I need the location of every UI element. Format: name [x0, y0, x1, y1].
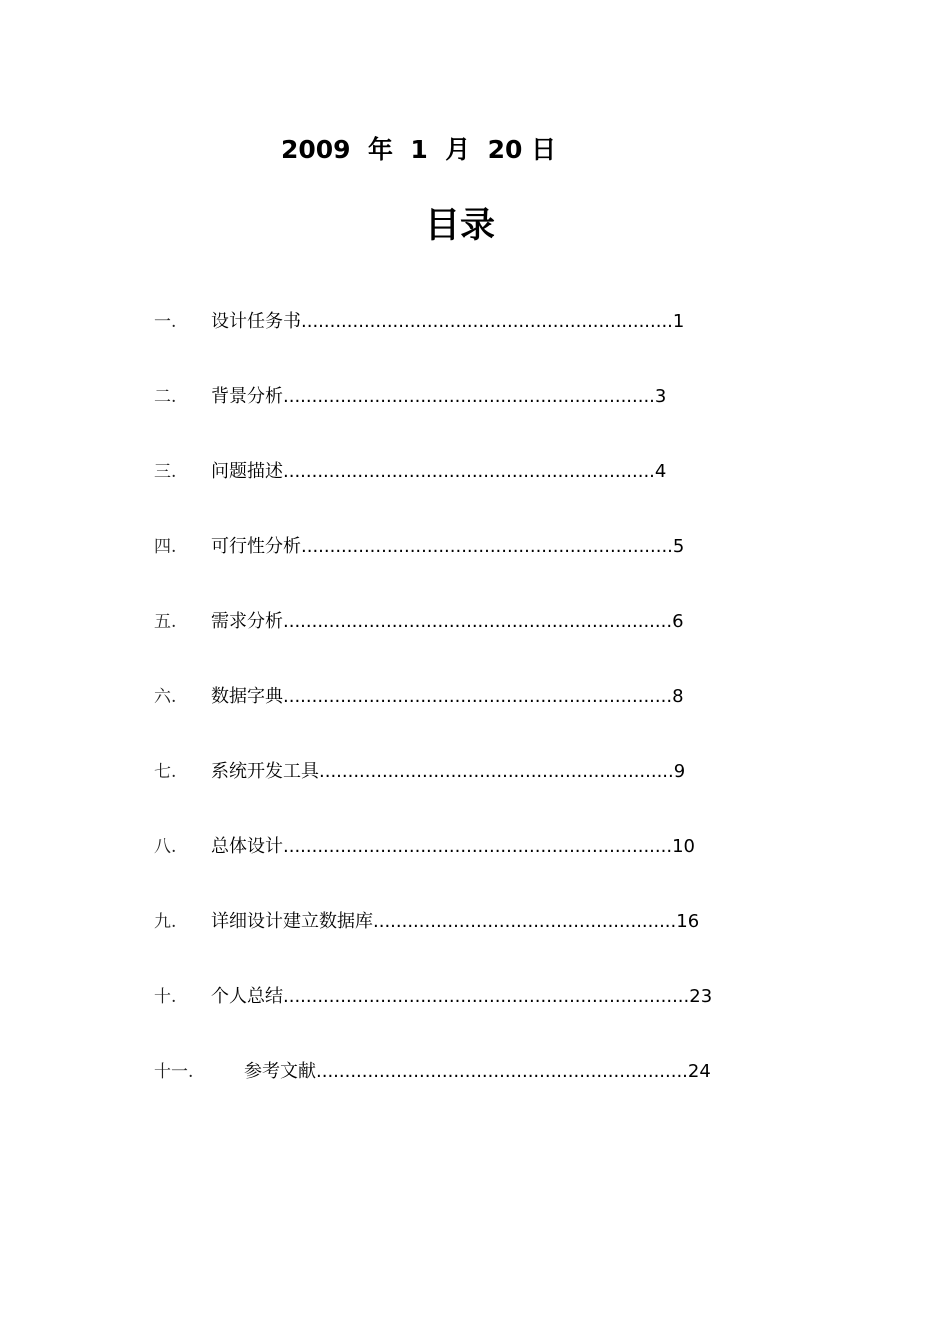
toc-entry-text: 详细设计建立数据库.....................................................16 — [211, 911, 700, 932]
toc-entry-number: 七. — [154, 762, 177, 782]
toc-entry-text: 背景分析.................................................................3 — [211, 386, 667, 407]
toc-entry-text: 总体设计....................................................................10 — [211, 836, 695, 857]
document-date: 2009 年 1 月 20 日 — [281, 135, 557, 164]
toc-entry-number: 二. — [154, 387, 177, 407]
toc-title: 目录 — [424, 206, 495, 246]
toc-entry-text: 个人总结.......................................................................23 — [211, 986, 713, 1007]
toc-entry-number: 五. — [154, 612, 177, 632]
toc-entry-text: 参考文献.................................................................24 — [244, 1061, 711, 1082]
toc-entry-text: 可行性分析.................................................................5 — [211, 536, 685, 557]
toc-entry-number: 六. — [154, 687, 177, 707]
toc-entry-text: 数据字典....................................................................8 — [211, 686, 684, 707]
toc-entry-number: 十一. — [154, 1062, 194, 1082]
toc-entry-number: 九. — [154, 912, 177, 932]
toc-entry-text: 问题描述.................................................................4 — [211, 461, 667, 482]
toc-entry-text: 需求分析....................................................................6 — [211, 611, 684, 632]
toc-entry-number: 十. — [154, 987, 177, 1007]
toc-entry-text: 系统开发工具..............................................................9 — [211, 761, 686, 782]
toc-entry-number: 一. — [154, 312, 177, 332]
toc-entry-number: 三. — [154, 462, 177, 482]
toc-entry-text: 设计任务书.................................................................1 — [211, 311, 685, 332]
toc-entry-number: 八. — [154, 837, 177, 857]
toc-entry-number: 四. — [154, 537, 177, 557]
